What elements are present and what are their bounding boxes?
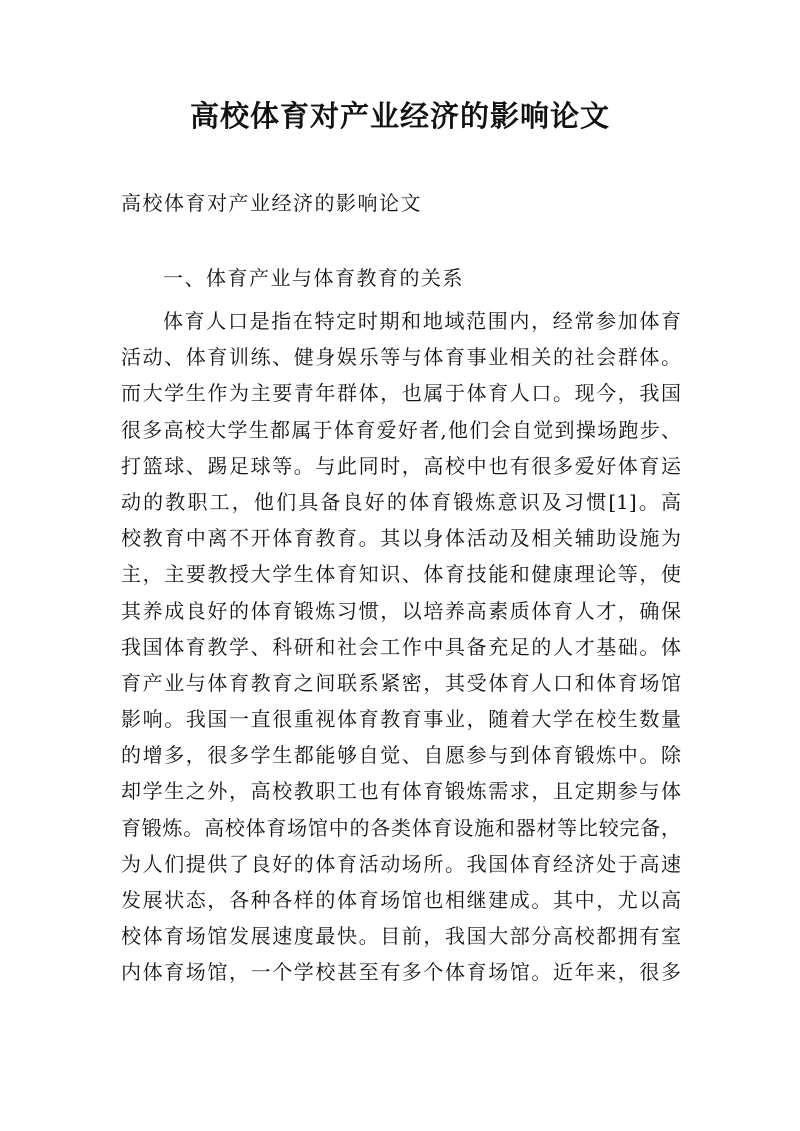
body-line: 而大学生作为主要青年群体，也属于体育人口。现今，我国 (121, 381, 681, 406)
document-subtitle: 高校体育对产业经济的影响论文 (121, 191, 422, 215)
body-line: 发展状态，各种各样的体育场馆也相继建成。其中，尤以高 (121, 888, 681, 912)
body-line: 动的教职工，他们具备良好的体育锻炼意识及习惯[1]。高 (121, 489, 681, 514)
body-paragraph (121, 303, 681, 991)
body-line: 校教育中离不开体育教育。其以身体活动及相关辅助设施为 (121, 526, 681, 551)
body-line: 其养成良好的体育锻炼习惯，以培养高素质体育人才，确保 (121, 598, 681, 623)
body-line: 校体育场馆发展速度最快。目前，我国大部分高校都拥有室 (121, 924, 681, 949)
section-heading: 一、体育产业与体育教育的关系 (163, 266, 464, 290)
body-line: 为人们提供了良好的体育活动场所。我国体育经济处于高速 (121, 851, 681, 876)
body-line: 却学生之外，高校教职工也有体育锻炼需求，且定期参与体 (121, 779, 681, 804)
body-line: 打篮球、踢足球等。与此同时，高校中也有很多爱好体育运 (121, 453, 681, 478)
body-line: 影响。我国一直很重视体育教育事业，随着大学在校生数量 (121, 707, 681, 732)
body-line: 育锻炼。高校体育场馆中的各类体育设施和器材等比较完备， (121, 815, 681, 840)
body-line: 内体育场馆，一个学校甚至有多个体育场馆。近年来，很多 (121, 960, 681, 985)
body-line: 育产业与体育教育之间联系紧密，其受体育人口和体育场馆 (121, 670, 681, 695)
body-line: 很多高校大学生都属于体育爱好者,他们会自觉到操场跑步、 (121, 417, 681, 442)
body-line: 主，主要教授大学生体育知识、体育技能和健康理论等，使 (121, 562, 681, 587)
document-title: 高校体育对产业经济的影响论文 (189, 99, 610, 133)
body-line: 体育人口是指在特定时期和地域范围内，经常参加体育 (163, 309, 681, 333)
body-line: 活动、体育训练、健身娱乐等与体育事业相关的社会群体。 (121, 345, 681, 370)
body-line: 我国体育教学、科研和社会工作中具备充足的人才基础。体 (121, 634, 681, 659)
body-line: 的增多，很多学生都能够自觉、自愿参与到体育锻炼中。除 (121, 743, 681, 768)
